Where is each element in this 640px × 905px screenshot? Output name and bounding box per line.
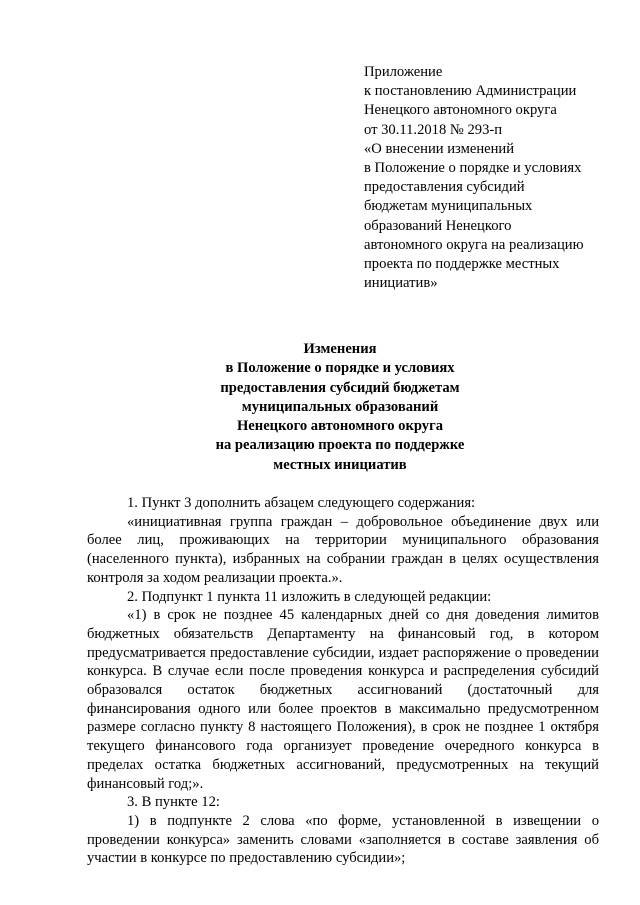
document-body xyxy=(87,494,599,868)
appendix-line: автономного округа на реализацию xyxy=(364,236,584,253)
title-line: в Положение о порядке и условиях xyxy=(225,360,455,377)
title-line: Ненецкого автономного округа xyxy=(236,418,444,435)
appendix-line: предоставления субсидий xyxy=(364,179,525,196)
paragraph-subitem-1: 1) в подпункте 2 слова «по форме, установленной в извещении о проведении конкурса» заменить словами «заполняется в составе заявления об участии в конкурсе по предоставлению субсидии»; xyxy=(87,812,599,867)
document-title xyxy=(120,340,560,475)
appendix-line: Ненецкого автономного округа xyxy=(364,102,557,119)
appendix-line: образований Ненецкого xyxy=(364,217,512,234)
appendix-line: проекта по поддержке местных xyxy=(364,256,560,273)
paragraph-quote-2: «1) в срок не позднее 45 календарных дней со дня доведения лимитов бюджетных обязательств Департаменту на финансовый год, в котором предусматривается предоставление субсидии, издает распоряжение о проведении конкурса. В случае если после проведения конкурса и распределения субсидий образовался остаток бюджетных ассигнований (достаточный для финансирования одного или более проектов в максимально предусмотренном размере согласно пункту 8 настоящего Положения), в срок не позднее 1 октября текущего финансового года организует проведение очередного конкурса в пределах остатка бюджетных ассигнований, предусмотренных на текущий финансовый год;». xyxy=(87,607,599,792)
appendix-line: бюджетам муниципальных xyxy=(364,198,533,215)
title-line: предоставления субсидий бюджетам xyxy=(220,379,460,396)
appendix-line: от 30.11.2018 № 293-п xyxy=(364,121,503,138)
appendix-line: Приложение xyxy=(364,64,443,80)
paragraph-item-3: 3. В пункте 12: xyxy=(127,794,220,811)
title-line: муниципальных образований xyxy=(241,398,439,415)
appendix-line: к постановлению Администрации xyxy=(364,83,577,100)
appendix-line: в Положение о порядке и условиях xyxy=(364,160,582,177)
appendix-line: «О внесении изменений xyxy=(364,140,515,157)
paragraph-quote-1: «инициативная группа граждан – добровольное объединение двух или более лиц, проживающих на территории муниципального образования (населенного пункта), избранных на собрании граждан в целях осуществления контроля за ходом реализации проекта.». xyxy=(87,513,599,586)
paragraph-item-1: 1. Пункт 3 дополнить абзацем следующего содержания: xyxy=(127,495,476,511)
title-line: на реализацию проекта по поддержке xyxy=(215,437,465,454)
appendix-block xyxy=(364,63,604,293)
title-line: местных инициатив xyxy=(273,456,407,473)
appendix-line: инициатив» xyxy=(364,275,438,292)
paragraph-item-2: 2. Подпункт 1 пункта 11 изложить в следующей редакции: xyxy=(127,588,492,605)
title-line: Изменения xyxy=(303,341,377,357)
